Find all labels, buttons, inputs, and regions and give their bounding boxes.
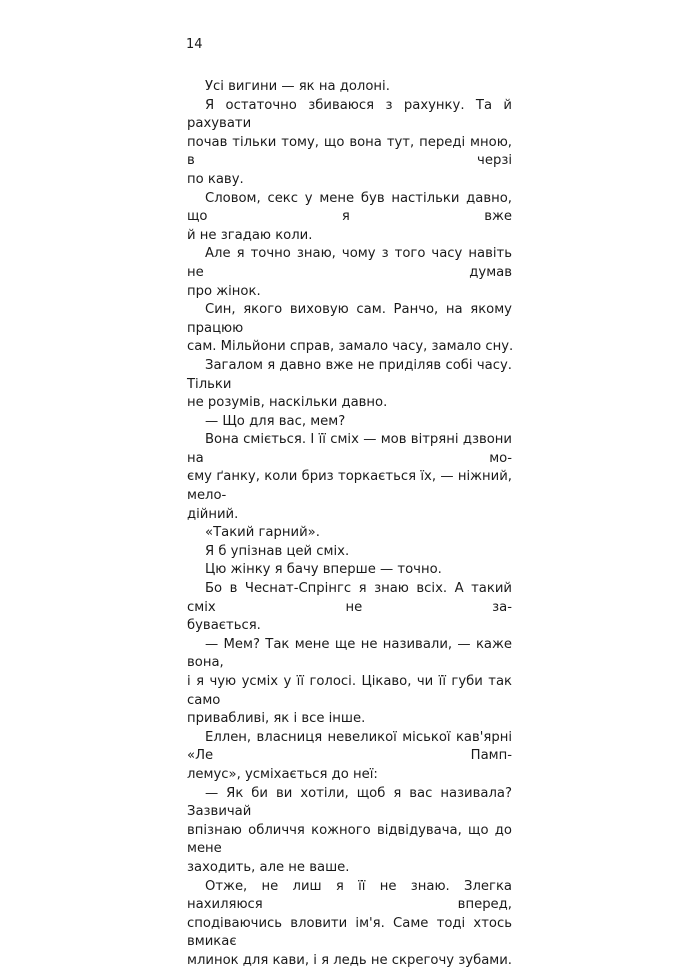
text-line: й не згадаю коли.	[187, 227, 313, 243]
text-line: млинок для кави, і я ледь не скрегочу зубами.	[187, 952, 512, 968]
text-line: Син, якого виховую сам. Ранчо, на якому працюю	[187, 302, 512, 336]
page-number: 14	[186, 37, 203, 52]
text-line: Загалом я давно вже не приділяв собі часу. Тільки	[187, 357, 512, 392]
body-text	[187, 78, 512, 971]
text-line: заходить, але не ваше.	[187, 859, 350, 875]
text-line: про жінок.	[187, 283, 261, 299]
text-line: привабливі, як і все інше.	[187, 711, 366, 727]
text-line: сподіваючись вловити ім'я. Саме тоді хтось вмикає	[187, 915, 512, 950]
text-line: — Мем? Так мене ще не називали, — каже вона,	[187, 636, 512, 671]
text-line: Я остаточно збиваюся з рахунку. Та й рахувати	[187, 97, 512, 132]
text-line: лемус», усміхається до неї:	[187, 766, 378, 782]
text-line: Я б упізнав цей сміх.	[205, 543, 350, 559]
text-line: сам. Мільйони справ, замало часу, замало сну.	[187, 339, 514, 355]
text-line: єму ґанку, коли бриз торкається їх, — ніжний, мело-	[187, 469, 512, 504]
text-line: — Як би ви хотіли, щоб я вас називала? Зазвичай	[187, 785, 512, 820]
text-line: Вона сміється. І її сміх — мов вітряні дзвони на мо-	[187, 432, 512, 466]
text-line: і я чую усміх у її голосі. Цікаво, чи її губи так само	[187, 674, 512, 708]
text-line: Цю жінку я бачу вперше — точно.	[205, 562, 442, 578]
text-line: впізнаю обличчя кожного відвідувача, що до мене	[187, 822, 512, 857]
text-line: — Що для вас, мем?	[205, 413, 346, 429]
text-line: Отже, не лиш я її не знаю. Злегка нахиляюся вперед,	[187, 878, 512, 913]
text-line: бувається.	[187, 618, 261, 634]
text-line: дійний.	[187, 506, 239, 522]
text-line: не розумів, наскільки давно.	[187, 395, 388, 411]
text-line: «Такий гарний».	[205, 525, 320, 541]
text-line: Усі вигини — як на долоні.	[205, 79, 390, 94]
text-line: Словом, секс у мене був настільки давно, що я вже	[187, 190, 512, 225]
text-line: почав тільки тому, що вона тут, переді мною, в черзі	[187, 134, 512, 169]
text-line: по каву.	[187, 171, 244, 187]
text-line: Але я точно знаю, чому з того часу навіть не думав	[187, 246, 512, 280]
text-line: Бо в Чеснат-Спрінгс я знаю всіх. А такий сміх не за-	[187, 581, 512, 615]
text-line: Еллен, власниця невеликої міської кав'ярні «Ле Памп-	[187, 729, 512, 764]
